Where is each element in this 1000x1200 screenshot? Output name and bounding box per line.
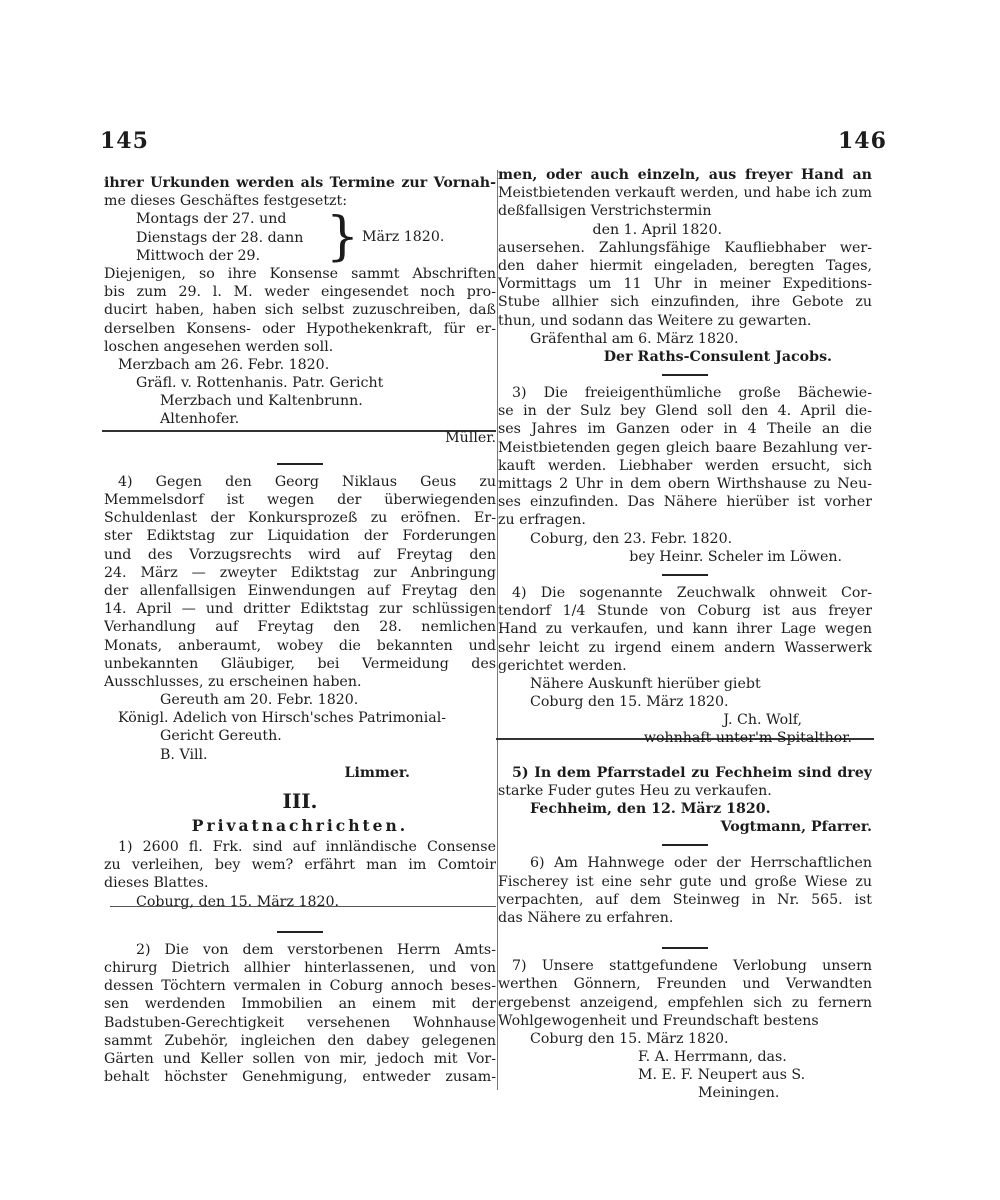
court-name: Königl. Adelich von Hirsch'sches Patrimonial- [118, 710, 447, 727]
notice-4 [104, 473, 496, 782]
text-line: 1) 2600 fl. Frk. sind auf innländische Consense [118, 839, 496, 856]
text-line: me dieses Geschäftes festgesetzt: [104, 193, 347, 210]
text-line: Schuldenlast der Konkursprozeß zu eröfnen. Er- [104, 510, 496, 527]
section-number: III. [282, 789, 318, 814]
text-line: men, oder auch einzeln, aus freyer Hand an [498, 167, 872, 183]
text-line: verpachten, auf dem Steinweg in Nr. 565. ist [498, 891, 872, 908]
text-line: se in der Sulz bey Glend soll den 4. April die- [498, 403, 872, 420]
notice-7 [498, 957, 872, 1103]
short-rule [277, 463, 323, 465]
notice-2-continuation [498, 166, 872, 366]
text-line: Meistbietenden verkauft werden, und habe ich zum [498, 185, 872, 202]
text-line: 5) In dem Pfarrstadel zu Fechheim sind drey [512, 764, 872, 781]
date-brace-block [104, 207, 496, 268]
text-line: Hand zu verkaufen, und kann ihrer Lage wegen [498, 621, 872, 638]
text-line: 6) Am Hahnwege oder der Herrschaftlichen [530, 855, 872, 872]
signature: Limmer. [344, 764, 410, 781]
text-line: 14. April — und dritter Ediktstag zur schlüssigen [104, 601, 496, 618]
page-number-right: 146 [838, 128, 887, 154]
text-line: 7) Unsere stattgefundene Verlobung unsern [512, 958, 872, 975]
short-rule [662, 374, 708, 376]
text-line: zu verleihen, bey wem? erfährt man im Comtoir [104, 857, 496, 874]
text-line: und des Vorzugsrechts wird auf Freytag den [104, 546, 496, 563]
text-line: Gärten und Keller sollen von mir, jedoch mit Vor- [104, 1050, 496, 1067]
text-line: ihrer Urkunden werden als Termine zur Vornah- [104, 175, 496, 191]
signature: wohnhaft unter'm Spitalthor. [643, 730, 852, 747]
text-line: loschen angesehen werden soll. [104, 338, 334, 355]
text-line: sehr leicht zu irgend einem andern Wasserwerk [498, 639, 872, 656]
text-line: ses einzufinden. Das Nähere hierüber ist vorher [498, 494, 872, 511]
text-line: Monats, anberaumt, wobey die bekannten und [104, 637, 496, 654]
place-date: Coburg, den 23. Febr. 1820. [530, 530, 733, 547]
text-line: Nähere Auskunft hierüber giebt [530, 675, 761, 692]
text-line: sammt Zubehör, ingleichen den dabey gelegenen [104, 1032, 496, 1049]
text-line: sen werdenden Immobilien an einem mit der [104, 996, 496, 1013]
text-line: Dienstags der 28. dann [136, 229, 304, 246]
place-date: Gräfenthal am 6. März 1820. [530, 330, 739, 347]
text-line: der allenfallsigen Einwendungen auf Freytag den [104, 582, 496, 599]
signature: Müller. [445, 429, 496, 446]
signature: M. E. F. Neupert aus S. [638, 1067, 806, 1084]
brace-date: März 1820. [362, 229, 445, 246]
text-line: Verhandlung auf Freytag den 28. nemlichen [104, 619, 496, 636]
text-line: Badstuben-Gerechtigkeit versehenen Wohnhause [104, 1014, 496, 1031]
text-line: ausersehen. Zahlungsfähige Kaufliebhaber wer- [498, 239, 872, 256]
text-line: behalt höchster Genehmigung, entweder zusam- [104, 1069, 496, 1086]
short-rule [662, 574, 708, 576]
text-line: ducirt haben, haben sich selbst zuzuschreiben, daß [104, 302, 496, 319]
notice-5 [498, 764, 872, 837]
short-rule [662, 844, 708, 846]
text-line: thun, und sodann das Weitere zu gewarten. [498, 312, 812, 329]
text-line: starke Fuder gutes Heu zu verkaufen. [498, 782, 772, 799]
court-name: Gericht Gereuth. [160, 728, 282, 745]
text-line: Mittwoch der 29. [136, 247, 261, 264]
right-column [498, 166, 872, 1103]
signature: Vogtmann, Pfarrer. [720, 819, 872, 836]
text-line: Vormittags um 11 Uhr in meiner Expeditions- [498, 276, 872, 293]
signature: Der Raths-Consulent Jacobs. [603, 348, 832, 365]
text-line: Meistbietenden gegen gleich baare Bezahlung ver- [498, 439, 872, 456]
notice-continuation [104, 174, 496, 447]
section-title: Privatnachrichten. [191, 816, 409, 836]
place-date: Coburg den 15. März 1820. [530, 1030, 729, 1047]
signature: F. A. Herrmann, das. [638, 1049, 787, 1066]
notice-6 [498, 854, 872, 927]
text-line: mittags 2 Uhr in dem obern Wirthshause zu Neu- [498, 476, 872, 492]
short-rule [662, 947, 708, 949]
text-line: 2) Die von dem verstorbenen Herrn Amts- [136, 941, 496, 958]
text-line: werthen Gönnern, Freunden und Verwandten [498, 976, 872, 993]
brace-glyph: } [326, 207, 360, 268]
text-line: den daher hiermit eingeladen, beregten Tages, [498, 257, 872, 274]
place-date: Coburg, den 15. März 1820. [136, 893, 340, 910]
signature: J. Ch. Wolf, [723, 712, 802, 729]
text-line: deßfallsigen Verstrichstermin [498, 203, 712, 220]
short-rule [277, 931, 323, 933]
signature: B. Vill. [160, 746, 208, 763]
text-line: ster Ediktstag zur Liquidation der Forderungen [104, 528, 496, 545]
text-line: das Nähere zu erfahren. [498, 909, 674, 926]
left-column [104, 174, 496, 1086]
place-date: Coburg den 15. März 1820. [530, 694, 729, 711]
text-line: tendorf 1/4 Stunde von Coburg ist aus freyer [498, 603, 872, 620]
private-notice-2 [104, 941, 496, 1087]
private-notice-1 [104, 838, 496, 911]
text-line: Fischerey ist eine sehr gute und große Wiese zu [498, 873, 872, 890]
notice-3 [498, 384, 872, 566]
text-line: Memmelsdorf ist wegen der überwiegenden [104, 492, 496, 509]
text-line: ergebenst anzeigend, empfehlen sich zu fernern [498, 994, 872, 1011]
text-line: dessen Töchtern vermalen in Coburg annoch beses- [104, 978, 496, 995]
text-line: gerichtet werden. [498, 657, 627, 674]
page-number-left: 145 [100, 128, 149, 154]
place-date: Merzbach am 26. Febr. 1820. [118, 356, 330, 373]
court-name: Merzbach und Kaltenbrunn. [160, 393, 363, 410]
text-line: 4) Die sogenannte Zeuchwalk ohnweit Cor- [512, 584, 872, 601]
text-line: Diejenigen, so ihre Konsense sammt Abschriften [104, 265, 496, 282]
text-line: 4) Gegen den Georg Niklaus Geus zu [118, 473, 496, 490]
sale-date: den 1. April 1820. [592, 221, 722, 238]
text-line: ses Jahres im Ganzen oder in 4 Theile an die [498, 421, 872, 438]
signature: bey Heinr. Scheler im Löwen. [629, 548, 842, 565]
text-line: Wohlgewogenheit und Freundschaft bestens [498, 1012, 819, 1029]
text-line: chirurg Dietrich allhier hinterlassenen, und von [104, 959, 496, 976]
text-line: Stube allhier sich einzufinden, ihre Gebote zu [498, 294, 872, 311]
text-line: derselben Konsens- oder Hypothekenkraft, für er- [104, 320, 496, 337]
text-line: 24. März — zweyter Ediktstag zur Anbringung [104, 564, 496, 581]
text-line: unbekannten Gläubiger, bei Vermeidung des [104, 655, 496, 672]
text-line: dieses Blattes. [104, 875, 209, 892]
text-line: 3) Die freieigenthümliche große Bächewie- [512, 385, 872, 402]
text-line: bis zum 29. l. M. weder eingesendet noch pro- [104, 284, 496, 301]
text-line: kauft werden. Liebhaber werden ersucht, sich [498, 457, 872, 474]
signature: Altenhofer. [160, 411, 240, 428]
signature: Meiningen. [698, 1085, 780, 1102]
court-name: Gräfl. v. Rottenhanis. Patr. Gericht [136, 375, 384, 392]
text-line: zu erfragen. [498, 512, 586, 529]
text-line: Ausschlusses, zu erscheinen haben. [104, 673, 362, 690]
text-line: Montags der 27. und [136, 211, 287, 228]
place-date: Gereuth am 20. Febr. 1820. [160, 692, 359, 709]
notice-4-right [498, 584, 872, 748]
place-date: Fechheim, den 12. März 1820. [530, 801, 771, 817]
